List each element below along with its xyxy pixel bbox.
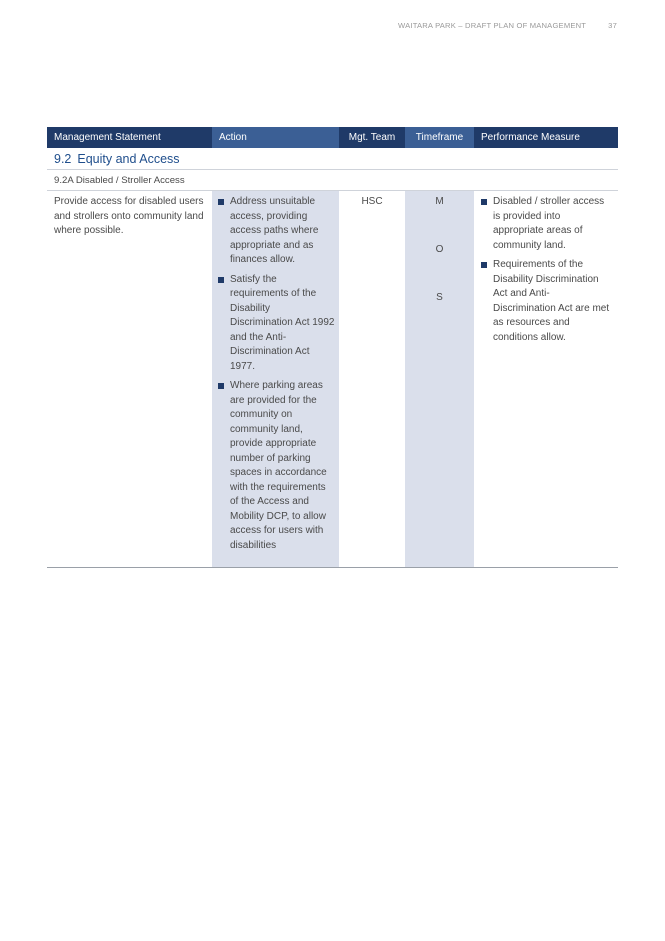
running-header: [398, 21, 617, 30]
action-item: Address unsuitable access, providing access paths where appropriate and as finances allow.: [218, 195, 335, 268]
running-header-title: WAITARA PARK – DRAFT PLAN OF MANAGEMENT: [398, 21, 587, 30]
section-heading: Equity and Access: [77, 151, 180, 166]
header-management-statement: Management Statement: [54, 132, 161, 143]
action-list: [218, 195, 335, 553]
table-row: [47, 191, 618, 568]
management-table: [47, 127, 618, 568]
header-action: Action: [212, 127, 339, 148]
table-header-row: [47, 127, 618, 148]
cell-management-statement: Provide access for disabled users and strollers onto community land where possible.: [54, 196, 204, 236]
timeframe-item: M: [435, 196, 444, 207]
cell-performance-measures: [474, 191, 618, 567]
page-number: 37: [608, 21, 617, 30]
cell-mgt-team: HSC: [361, 196, 383, 207]
section-title: [47, 148, 618, 170]
header-performance-measure: Performance Measure: [481, 132, 580, 143]
subsection-title: 9.2A Disabled / Stroller Access: [47, 170, 618, 191]
timeframe-item: S: [436, 292, 443, 303]
performance-measure-list: [481, 195, 612, 345]
cell-timeframe: [405, 191, 474, 567]
cell-actions: [212, 191, 339, 567]
action-item: Satisfy the requirements of the Disability Discrimination Act 1992 and the Anti-Discrimination Act 1977.: [218, 273, 335, 375]
performance-measure-item: Disabled / stroller access is provided into appropriate areas of community land.: [481, 195, 612, 253]
timeframe-item: O: [435, 244, 444, 255]
performance-measure-item: Requirements of the Disability Discrimination Act and Anti-Discrimination Act are met as resources and conditions allow.: [481, 258, 612, 345]
header-mgt-team: Mgt. Team: [348, 132, 396, 143]
section-number: 9.2: [54, 151, 72, 166]
action-item: Where parking areas are provided for the community on community land, provide appropriate number of parking spaces in accordance with the requirements of the Access and Mobility DCP, to allow access for users with disabilities: [218, 379, 335, 553]
header-timeframe: Timeframe: [405, 127, 474, 148]
